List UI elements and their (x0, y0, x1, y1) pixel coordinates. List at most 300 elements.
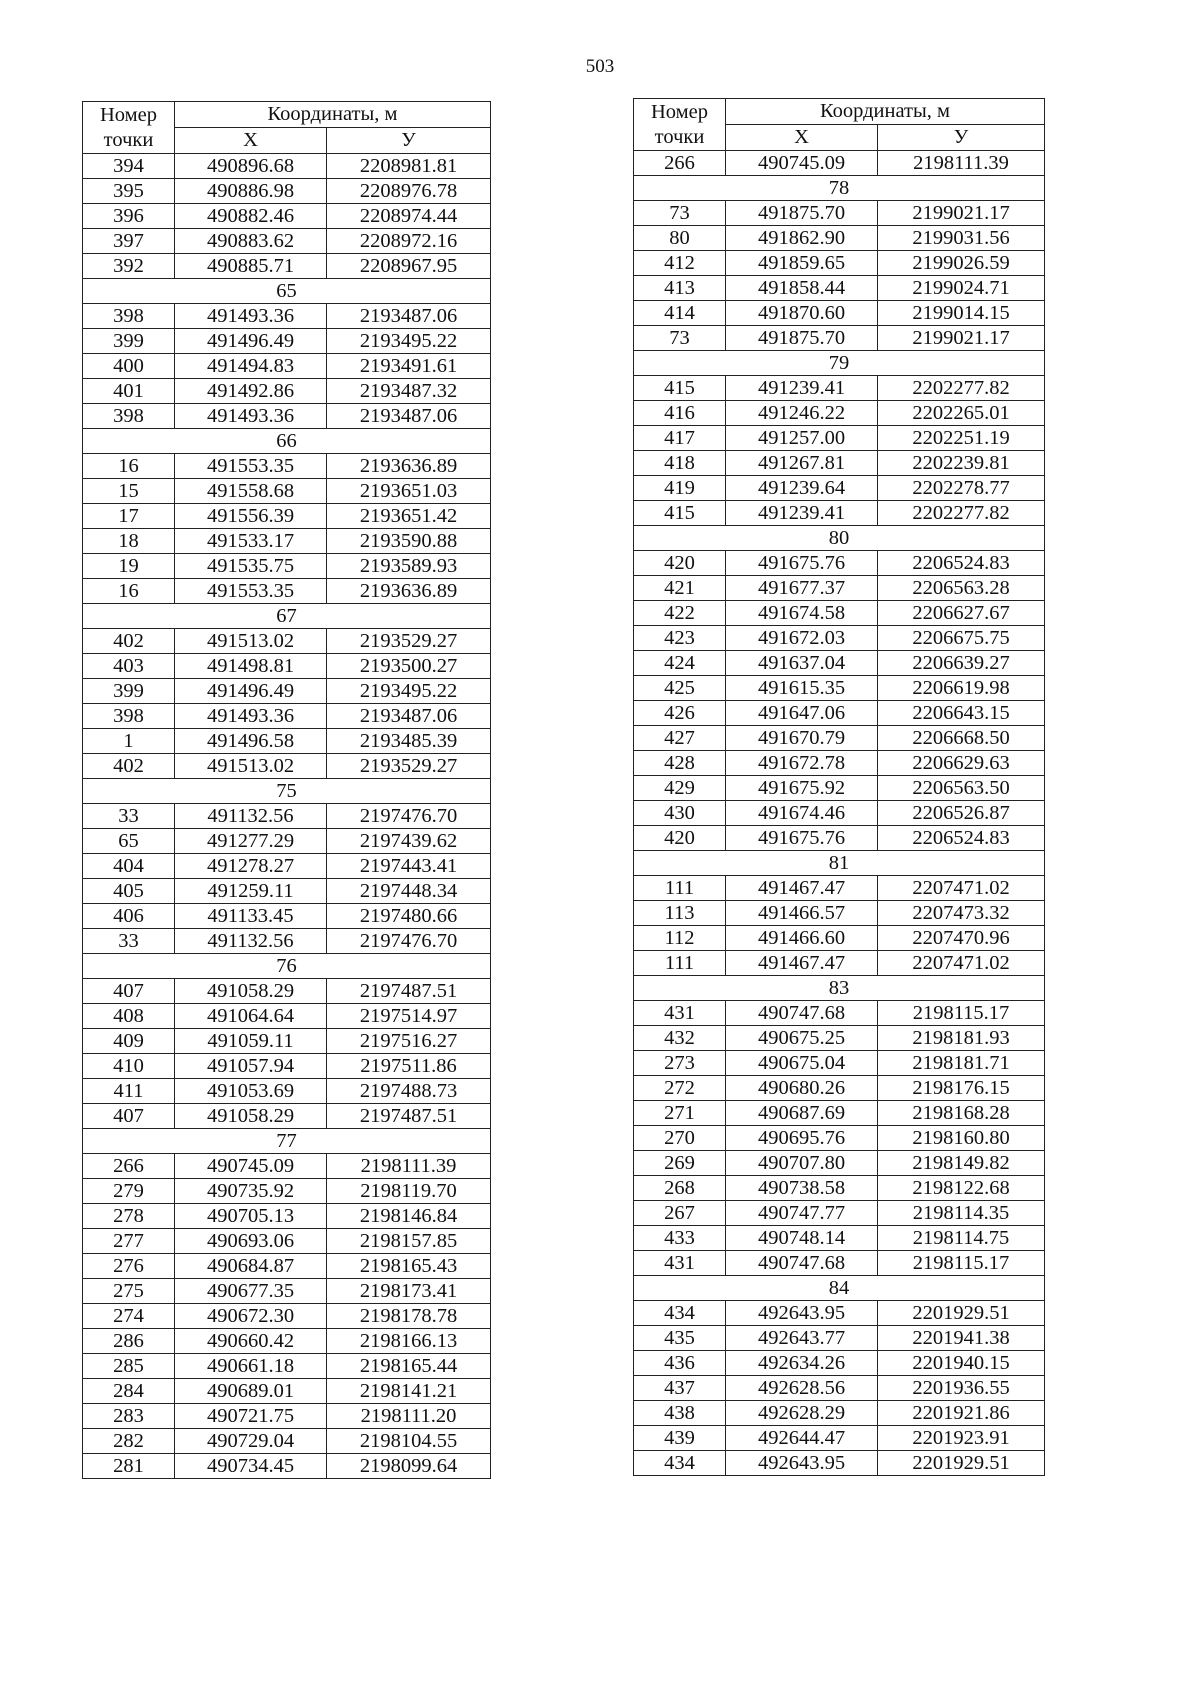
point-number-cell: 284 (83, 1379, 175, 1404)
point-number-cell: 277 (83, 1229, 175, 1254)
table-row (83, 479, 491, 504)
x-coordinate-cell: 491647.06 (726, 701, 878, 726)
y-coordinate-cell: 2197476.70 (327, 929, 491, 954)
point-number-cell: 413 (634, 276, 726, 301)
y-coordinate-cell: 2198181.93 (878, 1026, 1045, 1051)
point-number-cell: 266 (634, 151, 726, 176)
y-coordinate-cell: 2197487.51 (327, 979, 491, 1004)
y-coordinate-cell: 2197514.97 (327, 1004, 491, 1029)
x-coordinate-cell: 490748.14 (726, 1226, 878, 1251)
table-row (83, 754, 491, 779)
point-number-cell: 399 (83, 329, 175, 354)
y-coordinate-cell: 2197443.41 (327, 854, 491, 879)
table-row (634, 601, 1045, 626)
x-coordinate-cell: 491858.44 (726, 276, 878, 301)
table-row (634, 1076, 1045, 1101)
point-number-cell: 274 (83, 1304, 175, 1329)
point-number-cell: 406 (83, 904, 175, 929)
section-row (634, 976, 1045, 1001)
x-coordinate-cell: 491058.29 (175, 979, 327, 1004)
point-number-cell: 276 (83, 1254, 175, 1279)
table-row (634, 876, 1045, 901)
section-row (83, 779, 491, 804)
table-row (634, 1376, 1045, 1401)
x-coordinate-cell: 491058.29 (175, 1104, 327, 1129)
table-row (83, 629, 491, 654)
table-row (634, 276, 1045, 301)
table-row (634, 576, 1045, 601)
x-coordinate-cell: 491064.64 (175, 1004, 327, 1029)
y-coordinate-cell: 2198119.70 (327, 1179, 491, 1204)
y-coordinate-cell: 2201929.51 (878, 1451, 1045, 1476)
table-row (634, 951, 1045, 976)
y-coordinate-cell: 2201929.51 (878, 1301, 1045, 1326)
y-coordinate-cell: 2198115.17 (878, 1251, 1045, 1276)
table-row (83, 329, 491, 354)
y-coordinate-cell: 2199026.59 (878, 251, 1045, 276)
table-row (83, 679, 491, 704)
point-number-cell: 18 (83, 529, 175, 554)
x-coordinate-cell: 491675.76 (726, 551, 878, 576)
point-number-cell: 418 (634, 451, 726, 476)
y-coordinate-cell: 2198166.13 (327, 1329, 491, 1354)
table-row (634, 476, 1045, 501)
table-row (634, 1001, 1045, 1026)
y-coordinate-cell: 2202278.77 (878, 476, 1045, 501)
y-coordinate-cell: 2193651.03 (327, 479, 491, 504)
x-coordinate-cell: 490885.71 (175, 254, 327, 279)
x-coordinate-cell: 490677.35 (175, 1279, 327, 1304)
point-number-cell: 409 (83, 1029, 175, 1054)
section-number: 67 (83, 604, 491, 629)
x-coordinate-cell: 491277.29 (175, 829, 327, 854)
point-number-cell: 437 (634, 1376, 726, 1401)
table-row (634, 1301, 1045, 1326)
section-row (634, 351, 1045, 376)
table-row (83, 904, 491, 929)
y-coordinate-cell: 2208972.16 (327, 229, 491, 254)
point-number-header-bottom: точки (83, 128, 175, 154)
table-row (83, 1329, 491, 1354)
point-number-cell: 432 (634, 1026, 726, 1051)
x-coordinate-cell: 491615.35 (726, 676, 878, 701)
point-number-header-top: Номер (83, 102, 175, 128)
section-number: 81 (634, 851, 1045, 876)
point-number-cell: 402 (83, 629, 175, 654)
table-row (83, 1154, 491, 1179)
y-coordinate-cell: 2201940.15 (878, 1351, 1045, 1376)
y-coordinate-cell: 2193529.27 (327, 629, 491, 654)
point-number-cell: 80 (634, 226, 726, 251)
table-row (83, 1054, 491, 1079)
point-number-cell: 438 (634, 1401, 726, 1426)
table-row (83, 654, 491, 679)
x-coordinate-cell: 491674.46 (726, 801, 878, 826)
x-coordinate-cell: 492644.47 (726, 1426, 878, 1451)
point-number-cell: 111 (634, 951, 726, 976)
point-number-cell: 427 (634, 726, 726, 751)
point-number-cell: 282 (83, 1429, 175, 1454)
table-row (83, 554, 491, 579)
x-coordinate-cell: 491862.90 (726, 226, 878, 251)
point-number-cell: 273 (634, 1051, 726, 1076)
coordinates-table-left (82, 101, 491, 1479)
point-number-cell: 422 (634, 601, 726, 626)
section-row (634, 526, 1045, 551)
y-coordinate-cell: 2201941.38 (878, 1326, 1045, 1351)
point-number-cell: 268 (634, 1176, 726, 1201)
x-coordinate-cell: 490672.30 (175, 1304, 327, 1329)
table-row (83, 254, 491, 279)
x-coordinate-cell: 491672.78 (726, 751, 878, 776)
x-coordinate-cell: 491535.75 (175, 554, 327, 579)
y-coordinate-cell: 2193500.27 (327, 654, 491, 679)
table-row (634, 701, 1045, 726)
table-row (634, 251, 1045, 276)
section-number: 76 (83, 954, 491, 979)
table-row (634, 1101, 1045, 1126)
point-number-cell: 272 (634, 1076, 726, 1101)
y-coordinate-cell: 2206563.28 (878, 576, 1045, 601)
y-coordinate-cell: 2197488.73 (327, 1079, 491, 1104)
point-number-cell: 392 (83, 254, 175, 279)
y-coordinate-cell: 2198160.80 (878, 1126, 1045, 1151)
point-number-cell: 433 (634, 1226, 726, 1251)
y-coordinate-cell: 2207473.32 (878, 901, 1045, 926)
point-number-cell: 412 (634, 251, 726, 276)
y-coordinate-cell: 2206639.27 (878, 651, 1045, 676)
x-coordinate-cell: 490721.75 (175, 1404, 327, 1429)
x-coordinate-cell: 491498.81 (175, 654, 327, 679)
point-number-cell: 401 (83, 379, 175, 404)
table-row (634, 676, 1045, 701)
point-number-cell: 266 (83, 1154, 175, 1179)
y-coordinate-cell: 2206563.50 (878, 776, 1045, 801)
section-row (83, 604, 491, 629)
y-coordinate-cell: 2206675.75 (878, 626, 1045, 651)
table-row (83, 1304, 491, 1329)
section-number: 79 (634, 351, 1045, 376)
coordinates-header: Координаты, м (726, 99, 1045, 125)
x-coordinate-cell: 491493.36 (175, 704, 327, 729)
table-row (634, 901, 1045, 926)
x-coordinate-cell: 491674.58 (726, 601, 878, 626)
y-coordinate-cell: 2198168.28 (878, 1101, 1045, 1126)
table-row (83, 1379, 491, 1404)
table-row (83, 1104, 491, 1129)
table-row (83, 1029, 491, 1054)
table-row (634, 301, 1045, 326)
section-number: 75 (83, 779, 491, 804)
y-coordinate-cell: 2193495.22 (327, 679, 491, 704)
point-number-cell: 434 (634, 1451, 726, 1476)
table-row (634, 1051, 1045, 1076)
table-row (83, 1429, 491, 1454)
point-number-cell: 431 (634, 1251, 726, 1276)
table-row (83, 1004, 491, 1029)
table-row (83, 179, 491, 204)
x-coordinate-cell: 491239.41 (726, 376, 878, 401)
x-coordinate-cell: 491494.83 (175, 354, 327, 379)
x-coordinate-cell: 491513.02 (175, 629, 327, 654)
x-coordinate-cell: 491267.81 (726, 451, 878, 476)
table-row (83, 354, 491, 379)
x-coordinate-cell: 491132.56 (175, 929, 327, 954)
section-row (634, 1276, 1045, 1301)
point-number-cell: 434 (634, 1301, 726, 1326)
y-coordinate-cell: 2198104.55 (327, 1429, 491, 1454)
table-row (634, 451, 1045, 476)
x-coordinate-cell: 491553.35 (175, 454, 327, 479)
x-coordinate-cell: 491496.49 (175, 329, 327, 354)
point-number-cell: 19 (83, 554, 175, 579)
table-row (634, 426, 1045, 451)
table-row (83, 1229, 491, 1254)
point-number-cell: 428 (634, 751, 726, 776)
y-coordinate-cell: 2202239.81 (878, 451, 1045, 476)
y-coordinate-cell: 2197480.66 (327, 904, 491, 929)
point-number-cell: 112 (634, 926, 726, 951)
y-coordinate-cell: 2198157.85 (327, 1229, 491, 1254)
y-coordinate-cell: 2193589.93 (327, 554, 491, 579)
point-number-cell: 415 (634, 501, 726, 526)
x-coordinate-cell: 490747.77 (726, 1201, 878, 1226)
table-row (83, 879, 491, 904)
point-number-cell: 400 (83, 354, 175, 379)
x-coordinate-cell: 490675.25 (726, 1026, 878, 1051)
x-coordinate-cell: 491513.02 (175, 754, 327, 779)
y-coordinate-cell: 2198114.35 (878, 1201, 1045, 1226)
point-number-cell: 416 (634, 401, 726, 426)
section-number: 66 (83, 429, 491, 454)
x-coordinate-cell: 491875.70 (726, 201, 878, 226)
x-coordinate-cell: 491057.94 (175, 1054, 327, 1079)
table-row (83, 804, 491, 829)
y-coordinate-cell: 2199024.71 (878, 276, 1045, 301)
point-number-cell: 398 (83, 404, 175, 429)
y-coordinate-cell: 2206643.15 (878, 701, 1045, 726)
y-coordinate-cell: 2198146.84 (327, 1204, 491, 1229)
coordinates-table-right (633, 98, 1045, 1476)
table-row (83, 704, 491, 729)
point-number-cell: 275 (83, 1279, 175, 1304)
y-coordinate-cell: 2198099.64 (327, 1454, 491, 1479)
point-number-cell: 420 (634, 826, 726, 851)
point-number-cell: 73 (634, 326, 726, 351)
x-coordinate-cell: 491675.92 (726, 776, 878, 801)
y-header: У (878, 125, 1045, 151)
point-number-cell: 430 (634, 801, 726, 826)
point-number-cell: 1 (83, 729, 175, 754)
x-header: X (726, 125, 878, 151)
x-coordinate-cell: 492643.77 (726, 1326, 878, 1351)
table-row (634, 1201, 1045, 1226)
section-number: 65 (83, 279, 491, 304)
section-number: 78 (634, 176, 1045, 201)
y-coordinate-cell: 2198176.15 (878, 1076, 1045, 1101)
y-coordinate-cell: 2193491.61 (327, 354, 491, 379)
x-coordinate-cell: 490738.58 (726, 1176, 878, 1201)
x-coordinate-cell: 491259.11 (175, 879, 327, 904)
y-coordinate-cell: 2207470.96 (878, 926, 1045, 951)
x-coordinate-cell: 491492.86 (175, 379, 327, 404)
y-coordinate-cell: 2202251.19 (878, 426, 1045, 451)
table-row (634, 1326, 1045, 1351)
table-row (83, 979, 491, 1004)
table-row (634, 1451, 1045, 1476)
y-coordinate-cell: 2193529.27 (327, 754, 491, 779)
section-number: 84 (634, 1276, 1045, 1301)
y-coordinate-cell: 2207471.02 (878, 876, 1045, 901)
point-number-cell: 421 (634, 576, 726, 601)
point-number-cell: 271 (634, 1101, 726, 1126)
y-coordinate-cell: 2198114.75 (878, 1226, 1045, 1251)
table-row (83, 1179, 491, 1204)
x-coordinate-cell: 490695.76 (726, 1126, 878, 1151)
x-coordinate-cell: 490661.18 (175, 1354, 327, 1379)
point-number-cell: 111 (634, 876, 726, 901)
point-number-cell: 278 (83, 1204, 175, 1229)
point-number-cell: 16 (83, 454, 175, 479)
x-coordinate-cell: 492643.95 (726, 1451, 878, 1476)
y-coordinate-cell: 2197487.51 (327, 1104, 491, 1129)
table-row (83, 379, 491, 404)
x-coordinate-cell: 492634.26 (726, 1351, 878, 1376)
point-number-cell: 395 (83, 179, 175, 204)
table-row (634, 726, 1045, 751)
x-coordinate-cell: 490883.62 (175, 229, 327, 254)
y-coordinate-cell: 2197511.86 (327, 1054, 491, 1079)
table-row (83, 1404, 491, 1429)
x-coordinate-cell: 491533.17 (175, 529, 327, 554)
x-coordinate-cell: 491239.41 (726, 501, 878, 526)
x-coordinate-cell: 490729.04 (175, 1429, 327, 1454)
table-row (634, 551, 1045, 576)
y-coordinate-cell: 2198149.82 (878, 1151, 1045, 1176)
x-coordinate-cell: 490747.68 (726, 1001, 878, 1026)
x-coordinate-cell: 491239.64 (726, 476, 878, 501)
y-coordinate-cell: 2202265.01 (878, 401, 1045, 426)
point-number-cell: 33 (83, 929, 175, 954)
y-coordinate-cell: 2193590.88 (327, 529, 491, 554)
y-coordinate-cell: 2198141.21 (327, 1379, 491, 1404)
y-coordinate-cell: 2193495.22 (327, 329, 491, 354)
x-coordinate-cell: 491675.76 (726, 826, 878, 851)
y-coordinate-cell: 2193487.06 (327, 704, 491, 729)
x-coordinate-cell: 490734.45 (175, 1454, 327, 1479)
x-coordinate-cell: 491870.60 (726, 301, 878, 326)
x-coordinate-cell: 490675.04 (726, 1051, 878, 1076)
x-coordinate-cell: 490886.98 (175, 179, 327, 204)
point-number-cell: 439 (634, 1426, 726, 1451)
point-number-cell: 269 (634, 1151, 726, 1176)
y-coordinate-cell: 2198178.78 (327, 1304, 491, 1329)
point-number-cell: 435 (634, 1326, 726, 1351)
x-coordinate-cell: 491246.22 (726, 401, 878, 426)
table-row (83, 1079, 491, 1104)
point-number-cell: 408 (83, 1004, 175, 1029)
point-number-cell: 425 (634, 676, 726, 701)
point-number-cell: 285 (83, 1354, 175, 1379)
point-number-cell: 407 (83, 1104, 175, 1129)
point-number-cell: 431 (634, 1001, 726, 1026)
point-number-cell: 73 (634, 201, 726, 226)
point-number-cell: 420 (634, 551, 726, 576)
x-coordinate-cell: 490684.87 (175, 1254, 327, 1279)
x-coordinate-cell: 491059.11 (175, 1029, 327, 1054)
y-coordinate-cell: 2206619.98 (878, 676, 1045, 701)
table-row (83, 929, 491, 954)
point-number-cell: 396 (83, 204, 175, 229)
x-coordinate-cell: 491467.47 (726, 876, 878, 901)
x-coordinate-cell: 491133.45 (175, 904, 327, 929)
x-coordinate-cell: 491053.69 (175, 1079, 327, 1104)
point-number-cell: 411 (83, 1079, 175, 1104)
point-number-cell: 426 (634, 701, 726, 726)
y-coordinate-cell: 2201923.91 (878, 1426, 1045, 1451)
table-row (83, 579, 491, 604)
point-number-cell: 33 (83, 804, 175, 829)
point-number-cell: 398 (83, 304, 175, 329)
table-row (634, 776, 1045, 801)
x-coordinate-cell: 491467.47 (726, 951, 878, 976)
point-number-cell: 429 (634, 776, 726, 801)
x-coordinate-cell: 492628.29 (726, 1401, 878, 1426)
point-number-cell: 404 (83, 854, 175, 879)
point-number-cell: 267 (634, 1201, 726, 1226)
x-coordinate-cell: 491670.79 (726, 726, 878, 751)
x-coordinate-cell: 492643.95 (726, 1301, 878, 1326)
point-number-cell: 410 (83, 1054, 175, 1079)
table-row (634, 801, 1045, 826)
x-coordinate-cell: 490882.46 (175, 204, 327, 229)
y-coordinate-cell: 2193651.42 (327, 504, 491, 529)
y-coordinate-cell: 2193487.06 (327, 404, 491, 429)
table-row (634, 326, 1045, 351)
table-row (83, 304, 491, 329)
x-coordinate-cell: 491637.04 (726, 651, 878, 676)
point-number-cell: 286 (83, 1329, 175, 1354)
y-coordinate-cell: 2198165.43 (327, 1254, 491, 1279)
x-coordinate-cell: 490735.92 (175, 1179, 327, 1204)
table-row (83, 504, 491, 529)
y-coordinate-cell: 2208976.78 (327, 179, 491, 204)
table-row (83, 529, 491, 554)
y-coordinate-cell: 2193636.89 (327, 454, 491, 479)
x-coordinate-cell: 491672.03 (726, 626, 878, 651)
y-coordinate-cell: 2206524.83 (878, 826, 1045, 851)
y-coordinate-cell: 2193487.06 (327, 304, 491, 329)
section-row (83, 1129, 491, 1154)
x-coordinate-cell: 490896.68 (175, 154, 327, 179)
y-coordinate-cell: 2193636.89 (327, 579, 491, 604)
section-row (83, 954, 491, 979)
table-row (83, 854, 491, 879)
point-number-cell: 419 (634, 476, 726, 501)
point-number-cell: 403 (83, 654, 175, 679)
section-row (634, 176, 1045, 201)
y-coordinate-cell: 2198111.39 (878, 151, 1045, 176)
point-number-cell: 398 (83, 704, 175, 729)
x-header: X (175, 128, 327, 154)
x-coordinate-cell: 490705.13 (175, 1204, 327, 1229)
point-number-cell: 15 (83, 479, 175, 504)
x-coordinate-cell: 491496.49 (175, 679, 327, 704)
x-coordinate-cell: 490680.26 (726, 1076, 878, 1101)
y-coordinate-cell: 2198111.20 (327, 1404, 491, 1429)
table-row (634, 401, 1045, 426)
point-number-cell: 417 (634, 426, 726, 451)
